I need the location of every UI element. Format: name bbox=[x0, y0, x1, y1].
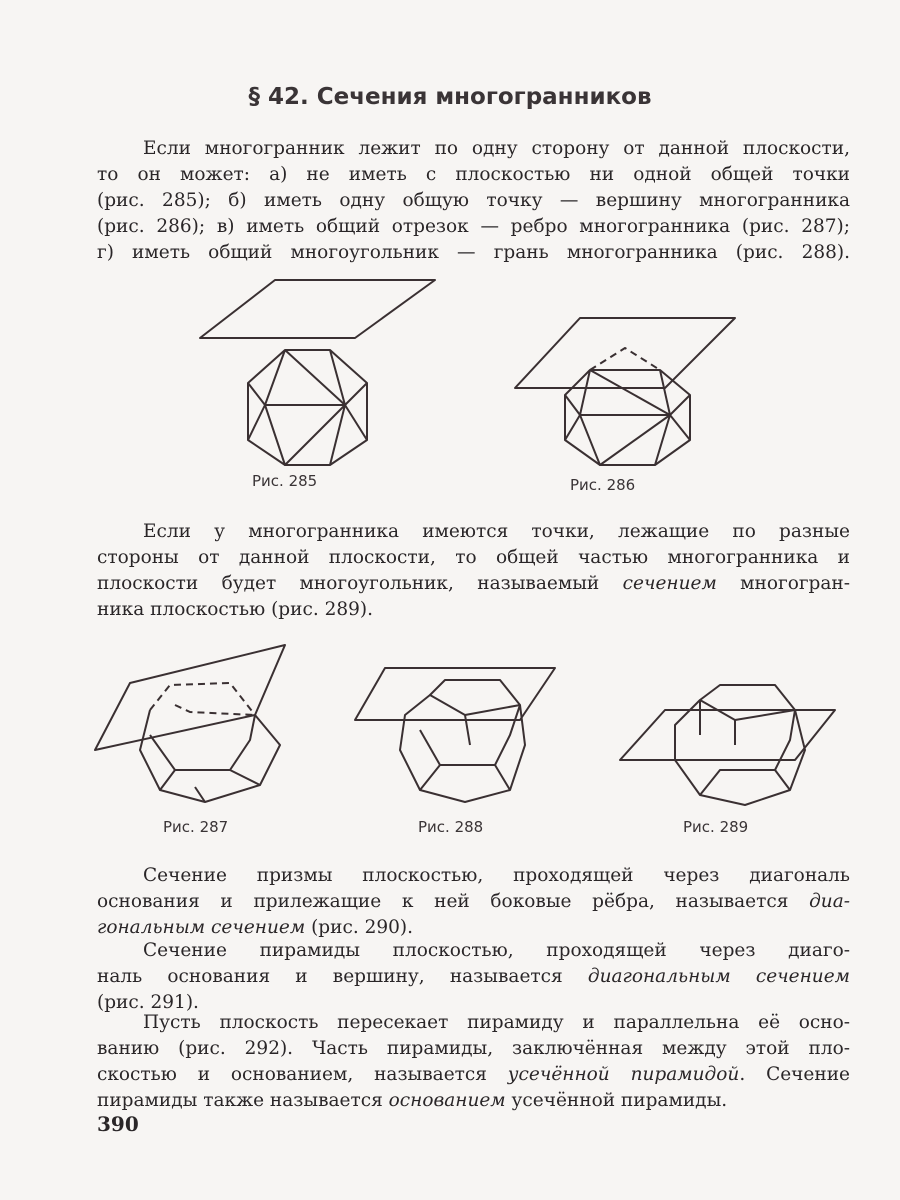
text: многогран- bbox=[716, 573, 851, 594]
page-number: 390 bbox=[97, 1112, 139, 1136]
text-line: стороны от данной плоскости, то общей частью многогранника и bbox=[97, 547, 850, 568]
text: наль основания и вершину, называется bbox=[97, 966, 588, 987]
text: плоскости будет многоугольник, называемый bbox=[97, 573, 623, 594]
figure-caption: Рис. 286 bbox=[570, 476, 636, 494]
text: (рис. 290). bbox=[305, 917, 413, 938]
paragraph-2 bbox=[97, 519, 850, 623]
text-line bbox=[97, 889, 850, 915]
figure-caption: Рис. 288 bbox=[418, 818, 484, 836]
text-line: ванию (рис. 292). Часть пирамиды, заключённая между этой пло- bbox=[97, 1038, 850, 1059]
text-line: г) иметь общий многоугольник — грань многогранника (рис. 288). bbox=[97, 242, 850, 263]
text-line: то он может: а) не иметь с плоскостью ни одной общей точки bbox=[97, 164, 850, 185]
text-line: (рис. 286); в) иметь общий отрезок — ребро многогранника (рис. 287); bbox=[97, 216, 850, 237]
term: диа- bbox=[809, 891, 850, 912]
paragraph-5 bbox=[97, 1010, 850, 1114]
term: сечением bbox=[622, 573, 717, 594]
figure-286 bbox=[515, 318, 735, 465]
text: основания и прилежащие к ней боковые рёбра, называется bbox=[97, 891, 810, 912]
text-line bbox=[97, 1088, 850, 1114]
paragraph-4 bbox=[97, 938, 850, 1016]
text: . Сечение bbox=[739, 1064, 850, 1085]
term: диагональным сечением bbox=[587, 966, 850, 987]
figure-288 bbox=[355, 668, 555, 802]
term: гональным сечением bbox=[97, 917, 306, 938]
figure-289 bbox=[620, 685, 835, 805]
text-line: Если многогранник лежит по одну сторону от данной плоскости, bbox=[143, 138, 850, 159]
figure-caption: Рис. 287 bbox=[163, 818, 229, 836]
text-line: Сечение пирамиды плоскостью, проходящей через диаго- bbox=[143, 940, 850, 961]
text-line: Пусть плоскость пересекает пирамиду и параллельна её осно- bbox=[143, 1012, 850, 1033]
text: усечённой пирамиды. bbox=[505, 1090, 728, 1111]
text: скостью и основанием, называется bbox=[97, 1064, 508, 1085]
figure-285 bbox=[200, 280, 435, 465]
text-line bbox=[97, 571, 850, 597]
text-line: ника плоскостью (рис. 289). bbox=[97, 599, 373, 620]
term: усечённой пирамидой bbox=[507, 1064, 740, 1085]
term: основанием bbox=[388, 1090, 506, 1111]
paragraph-3 bbox=[97, 863, 850, 941]
text-line bbox=[97, 1062, 850, 1088]
text-line: (рис. 285); б) иметь одну общую точку — вершину многогранника bbox=[97, 190, 850, 211]
text-line: Если у многогранника имеются точки, лежащие по разные bbox=[143, 521, 850, 542]
text-line: (рис. 291). bbox=[97, 992, 199, 1013]
figure-287 bbox=[95, 645, 285, 802]
figure-caption: Рис. 289 bbox=[683, 818, 749, 836]
text-line: Сечение призмы плоскостью, проходящей через диагональ bbox=[143, 865, 850, 886]
text-line bbox=[97, 964, 850, 990]
section-title: § 42. Сечения многогранников bbox=[248, 84, 652, 110]
text: пирамиды также называется bbox=[97, 1090, 389, 1111]
figure-caption: Рис. 285 bbox=[252, 472, 318, 490]
